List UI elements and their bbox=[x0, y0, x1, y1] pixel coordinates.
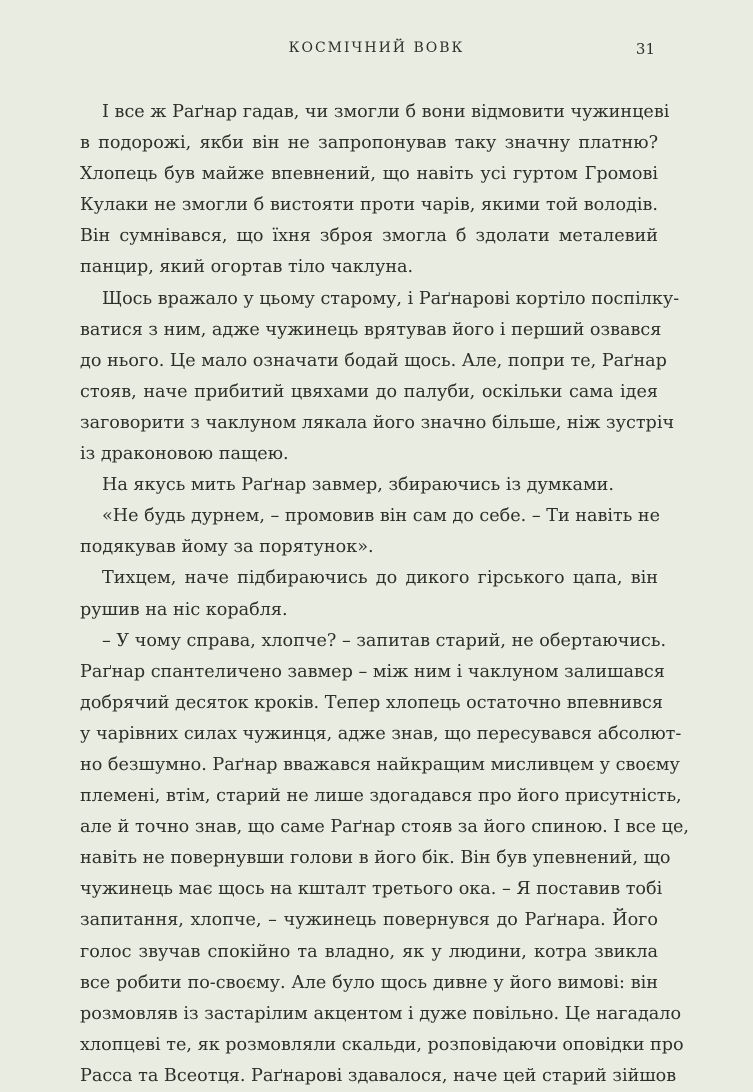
text-line: «Не будь дурнем, – промовив він сам до себе. – Ти навіть не bbox=[102, 506, 661, 527]
text-line: Кулаки не змогли б вистояти проти чарів, якими той володів. bbox=[80, 195, 658, 216]
text-line: чужинець має щось на кшталт третього ока. – Я поставив тобі bbox=[80, 879, 663, 900]
text-line: голос звучав спокійно та владно, як у людини, котра звикла bbox=[80, 941, 658, 962]
text-line: навіть не повернувши голови в його бік. Він був упевнений, що bbox=[80, 848, 671, 869]
text-line: хлопцеві те, як розмовляли скальди, розповідаючи оповідки про bbox=[80, 1034, 684, 1055]
text-line: Тихцем, наче підбираючись до дикого гірського цапа, він bbox=[102, 568, 658, 589]
text-line: добрячий десяток кроків. Тепер хлопець остаточно впевнився bbox=[80, 692, 663, 713]
text-line: із драконовою пащею. bbox=[80, 444, 289, 465]
text-line: – У чому справа, хлопче? – запитав старий, не обертаючись. bbox=[102, 630, 667, 651]
text-line: заговорити з чаклуном лякала його значно більше, ніж зустріч bbox=[80, 412, 675, 433]
text-line: племені, втім, старий не лише здогадався про його присутність, bbox=[80, 786, 682, 807]
text-line: но безшумно. Раґнар вважався найкращим мисливцем у своєму bbox=[80, 754, 680, 775]
text-line: І все ж Раґнар гадав, чи змогли б вони відмовити чужинцеві bbox=[102, 102, 670, 122]
running-title: КОСМІЧНИЙ ВОВК bbox=[288, 40, 465, 56]
text-line: ватися з ним, адже чужинець врятував його і перший озвався bbox=[80, 319, 662, 340]
text-line: але й точно знав, що саме Раґнар стояв за його спиною. І все це, bbox=[80, 817, 689, 838]
text-line: Він сумнівався, що їхня зброя змогла б здолати металевий bbox=[80, 226, 658, 247]
text-line: панцир, який огортав тіло чаклуна. bbox=[80, 257, 414, 278]
text-line: На якусь мить Раґнар завмер, збираючись із думками. bbox=[102, 475, 614, 496]
text-line: запитання, хлопче, – чужинець повернувся до Раґнара. Його bbox=[80, 910, 658, 931]
text-line: Расса та Всеотця. Раґнарові здавалося, наче цей старий зійшов bbox=[80, 1065, 677, 1086]
text-line: подякував йому за порятунок». bbox=[80, 537, 374, 558]
body-text bbox=[80, 97, 689, 1092]
text-line: Щось вражало у цьому старому, і Раґнарові кортіло поспілку- bbox=[102, 288, 680, 309]
page-header bbox=[0, 40, 753, 64]
text-line: Раґнар спантеличено завмер – між ним і чаклуном залишався bbox=[80, 661, 665, 682]
text-line: в подорожі, якби він не запропонував таку значну платню? bbox=[80, 133, 658, 154]
text-line: Хлопець був майже впевнений, що навіть усі гуртом Громові bbox=[80, 164, 658, 185]
text-line: все робити по-своєму. Але було щось дивне у його вимові: він bbox=[80, 972, 658, 993]
text-line: рушив на ніс корабля. bbox=[80, 599, 288, 620]
page-number: 31 bbox=[635, 40, 655, 58]
text-line: до нього. Це мало означати бодай щось. Але, попри те, Раґнар bbox=[80, 350, 667, 371]
text-line: у чарівних силах чужинця, адже знав, що пересувався абсолют- bbox=[80, 723, 682, 744]
text-line: стояв, наче прибитий цвяхами до палуби, оскільки сама ідея bbox=[80, 381, 658, 402]
text-line: розмовляв із застарілим акцентом і дуже повільно. Це нагадало bbox=[80, 1003, 682, 1024]
